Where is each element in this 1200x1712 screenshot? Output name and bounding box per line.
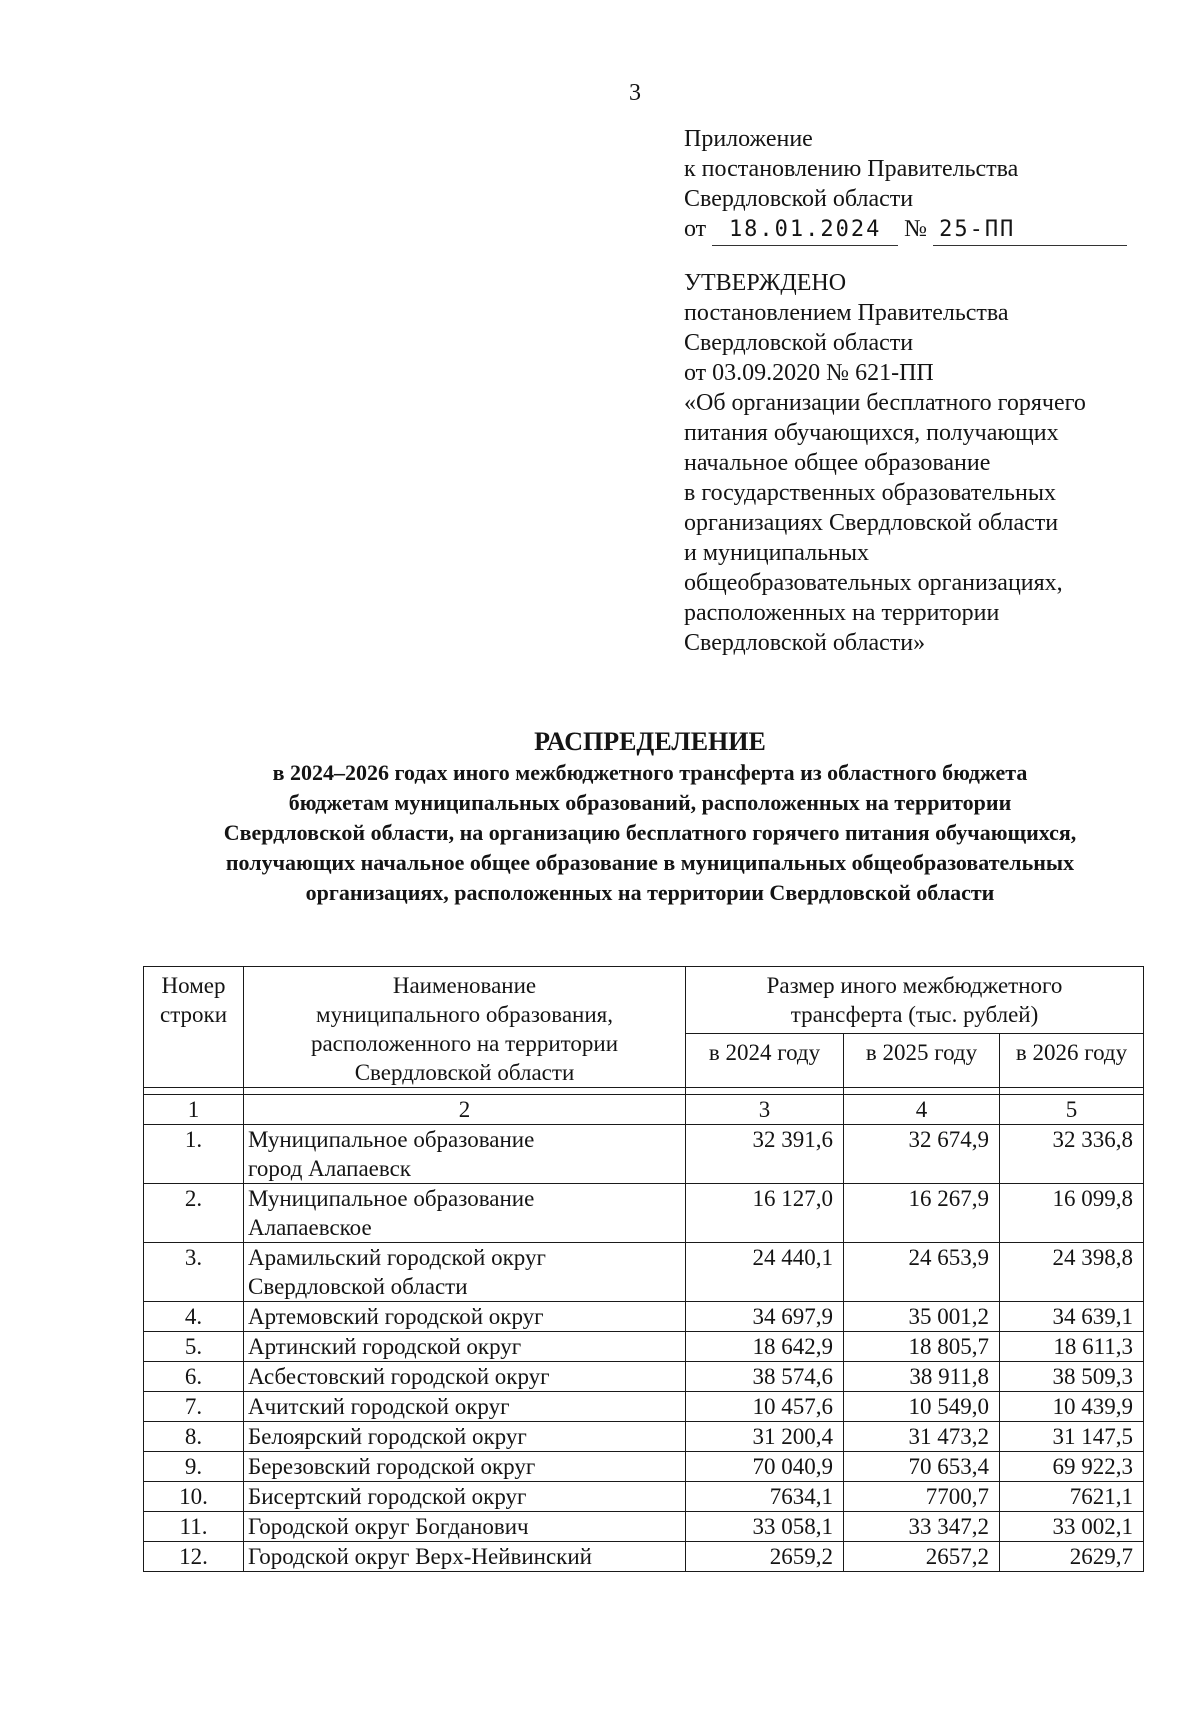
header-text: расположенного на территории xyxy=(310,1031,619,1056)
value-2025: 7700,7 xyxy=(844,1482,1000,1512)
value-2024: 31 200,4 xyxy=(686,1422,844,1452)
approved-line: общеобразовательных организациях, xyxy=(684,570,1063,596)
distribution-table xyxy=(143,966,1144,1572)
value-2024: 18 642,9 xyxy=(686,1332,844,1362)
name-line: Арамильский городской округ xyxy=(248,1245,546,1270)
name-line: город Алапаевск xyxy=(248,1156,411,1181)
value-2026: 10 439,9 xyxy=(1000,1392,1144,1422)
value-2025: 10 549,0 xyxy=(844,1392,1000,1422)
value-2024: 32 391,6 xyxy=(686,1125,844,1184)
row-number: 6. xyxy=(144,1362,244,1392)
appendix-date-line xyxy=(684,214,1127,246)
row-number: 7. xyxy=(144,1392,244,1422)
municipality-name xyxy=(244,1184,686,1243)
appendix-line: Приложение xyxy=(684,126,813,152)
municipality-name xyxy=(244,1125,686,1184)
table-row xyxy=(144,1125,1144,1184)
row-number: 9. xyxy=(144,1452,244,1482)
header-year-2025: в 2025 году xyxy=(844,1034,1000,1088)
approved-line: и муниципальных xyxy=(684,540,870,566)
value-2024: 24 440,1 xyxy=(686,1243,844,1302)
table-row xyxy=(144,1422,1144,1452)
header-text: строки xyxy=(159,1002,228,1027)
approved-line: питания обучающихся, получающих xyxy=(684,420,1059,446)
header-text: Наименование xyxy=(392,973,537,998)
header-text: Свердловской области xyxy=(354,1060,575,1085)
value-2024: 10 457,6 xyxy=(686,1392,844,1422)
approved-line: УТВЕРЖДЕНО xyxy=(684,270,847,296)
value-2026: 31 147,5 xyxy=(1000,1422,1144,1452)
approved-line: от 03.09.2020 № 621-ПП xyxy=(684,360,934,386)
header-row-number xyxy=(144,967,244,1088)
name-line: Муниципальное образование xyxy=(248,1186,535,1211)
value-2026: 38 509,3 xyxy=(1000,1362,1144,1392)
header-text: Размер иного межбюджетного xyxy=(766,973,1063,998)
value-2025: 18 805,7 xyxy=(844,1332,1000,1362)
value-2026: 16 099,8 xyxy=(1000,1184,1144,1243)
name-line: Муниципальное образование xyxy=(248,1127,535,1152)
appendix-line: Свердловской области xyxy=(684,186,914,212)
title-line: в 2024–2026 годах иного межбюджетного трансферта из областного бюджета xyxy=(272,760,1028,785)
table-row xyxy=(144,1482,1144,1512)
value-2026: 24 398,8 xyxy=(1000,1243,1144,1302)
value-2025: 16 267,9 xyxy=(844,1184,1000,1243)
table-row xyxy=(144,1512,1144,1542)
row-number: 10. xyxy=(144,1482,244,1512)
municipality-name: Городской округ Богданович xyxy=(244,1512,686,1542)
approved-block xyxy=(684,268,1086,658)
value-2026: 18 611,3 xyxy=(1000,1332,1144,1362)
header-text: Номер xyxy=(161,973,226,998)
appendix-block xyxy=(684,124,1127,246)
table-row xyxy=(144,1392,1144,1422)
table-gap xyxy=(144,1088,1144,1095)
value-2026: 2629,7 xyxy=(1000,1542,1144,1572)
header-amount xyxy=(686,967,1144,1034)
row-number: 11. xyxy=(144,1512,244,1542)
value-2024: 34 697,9 xyxy=(686,1302,844,1332)
value-2026: 33 002,1 xyxy=(1000,1512,1144,1542)
order-date: 18.01.2024 xyxy=(712,215,898,246)
value-2026: 69 922,3 xyxy=(1000,1452,1144,1482)
row-number: 12. xyxy=(144,1542,244,1572)
value-2024: 38 574,6 xyxy=(686,1362,844,1392)
municipality-name: Ачитский городской округ xyxy=(244,1392,686,1422)
table-row xyxy=(144,1362,1144,1392)
title-line: организациях, расположенных на территории Свердловской области xyxy=(305,880,995,905)
title-line: бюджетам муниципальных образований, расположенных на территории xyxy=(288,790,1012,815)
name-line: Алапаевское xyxy=(248,1215,372,1240)
value-2024: 70 040,9 xyxy=(686,1452,844,1482)
value-2025: 33 347,2 xyxy=(844,1512,1000,1542)
row-number: 5. xyxy=(144,1332,244,1362)
value-2024: 7634,1 xyxy=(686,1482,844,1512)
column-numbers-row xyxy=(144,1095,1144,1125)
value-2024: 2659,2 xyxy=(686,1542,844,1572)
table-row xyxy=(144,1302,1144,1332)
approved-line: Свердловской области xyxy=(684,330,914,356)
approved-line: организациях Свердловской области xyxy=(684,510,1059,536)
column-number: 4 xyxy=(844,1095,1000,1125)
title-heading: РАСПРЕДЕЛЕНИЕ xyxy=(534,727,766,756)
table-row xyxy=(144,1243,1144,1302)
title-line: получающих начальное общее образование в муниципальных общеобразовательных xyxy=(225,850,1075,875)
row-number: 3. xyxy=(144,1243,244,1302)
column-number: 5 xyxy=(1000,1095,1144,1125)
table-row xyxy=(144,1332,1144,1362)
document-title xyxy=(120,726,1180,908)
value-2026: 7621,1 xyxy=(1000,1482,1144,1512)
value-2026: 34 639,1 xyxy=(1000,1302,1144,1332)
column-number: 2 xyxy=(244,1095,686,1125)
header-municipality xyxy=(244,967,686,1088)
value-2025: 2657,2 xyxy=(844,1542,1000,1572)
approved-line: в государственных образовательных xyxy=(684,480,1056,506)
number-prefix: № xyxy=(904,216,928,242)
header-text: трансферта (тыс. рублей) xyxy=(790,1002,1039,1027)
header-year-2024: в 2024 году xyxy=(686,1034,844,1088)
column-number: 1 xyxy=(144,1095,244,1125)
approved-line: расположенных на территории xyxy=(684,600,1000,626)
value-2025: 31 473,2 xyxy=(844,1422,1000,1452)
value-2025: 38 911,8 xyxy=(844,1362,1000,1392)
municipality-name: Артинский городской округ xyxy=(244,1332,686,1362)
value-2024: 16 127,0 xyxy=(686,1184,844,1243)
row-number: 2. xyxy=(144,1184,244,1243)
value-2026: 32 336,8 xyxy=(1000,1125,1144,1184)
table-row xyxy=(144,1184,1144,1243)
appendix-line: к постановлению Правительства xyxy=(684,156,1019,182)
title-line: Свердловской области, на организацию бесплатного горячего питания обучающихся, xyxy=(223,820,1077,845)
municipality-name: Березовский городской округ xyxy=(244,1452,686,1482)
value-2025: 35 001,2 xyxy=(844,1302,1000,1332)
page-number: 3 xyxy=(629,80,641,106)
municipality-name: Артемовский городской округ xyxy=(244,1302,686,1332)
row-number: 4. xyxy=(144,1302,244,1332)
name-line: Свердловской области xyxy=(248,1274,468,1299)
column-number: 3 xyxy=(686,1095,844,1125)
municipality-name: Белоярский городской округ xyxy=(244,1422,686,1452)
table-row xyxy=(144,1452,1144,1482)
approved-line: начальное общее образование xyxy=(684,450,991,476)
date-prefix: от xyxy=(684,216,707,242)
table-row xyxy=(144,1542,1144,1572)
approved-line: «Об организации бесплатного горячего xyxy=(684,390,1086,416)
municipality-name xyxy=(244,1243,686,1302)
header-text: муниципального образования, xyxy=(316,1002,613,1027)
municipality-name: Бисертский городской округ xyxy=(244,1482,686,1512)
row-number: 8. xyxy=(144,1422,244,1452)
approved-line: постановлением Правительства xyxy=(684,300,1009,326)
order-number: 25-ПП xyxy=(933,215,1127,246)
value-2025: 70 653,4 xyxy=(844,1452,1000,1482)
value-2025: 32 674,9 xyxy=(844,1125,1000,1184)
value-2025: 24 653,9 xyxy=(844,1243,1000,1302)
approved-line: Свердловской области» xyxy=(684,630,926,656)
row-number: 1. xyxy=(144,1125,244,1184)
municipality-name: Асбестовский городской округ xyxy=(244,1362,686,1392)
header-year-2026: в 2026 году xyxy=(1000,1034,1144,1088)
municipality-name: Городской округ Верх-Нейвинский xyxy=(244,1542,686,1572)
value-2024: 33 058,1 xyxy=(686,1512,844,1542)
